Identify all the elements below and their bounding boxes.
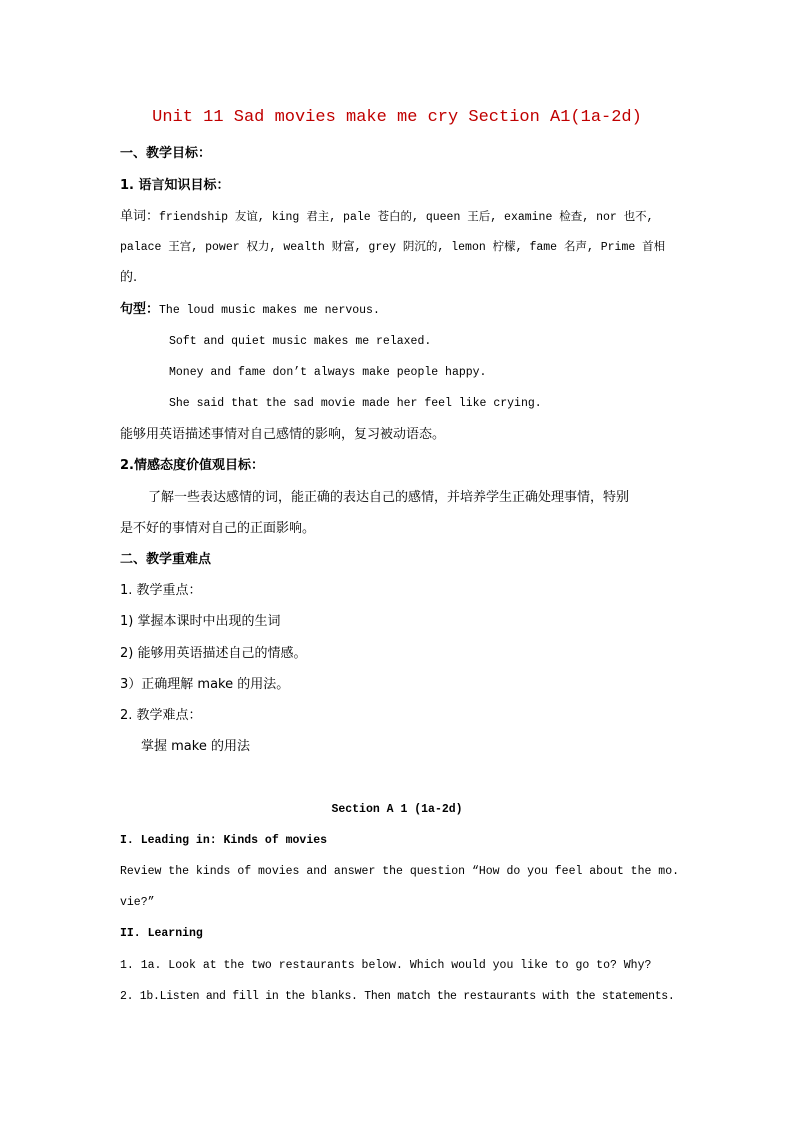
objectives-heading: 一、教学目标： <box>120 146 212 161</box>
section-title: Section A 1 (1a-2d) <box>331 803 463 816</box>
emotion-line-2: 是不好的事情对自己的正面影响。 <box>120 521 316 536</box>
learning-item-1: 1. 1a. Look at the two restaurants below. Which would you like to go to? Why? <box>120 959 652 972</box>
sentence-2: Soft and quiet music makes me relaxed. <box>169 335 432 348</box>
key-point-1: 1) 掌握本课时中出现的生词 <box>120 614 281 629</box>
sentence-1: The loud music makes me nervous. <box>159 304 380 317</box>
vocab-line-3: 的. <box>120 270 138 285</box>
sentences-label: 句型： <box>120 302 160 317</box>
key-points-heading: 1. 教学重点： <box>120 583 202 598</box>
vocab-line-2: palace 王宫, power 权力, wealth 财富, grey 阴沉的, lemon 柠檬, fame 名声, Prime 首相 <box>120 241 666 254</box>
difficult-point: 掌握 make 的用法 <box>141 739 250 754</box>
sentence-3: Money and fame don’t always make people happy. <box>169 366 487 379</box>
document-title: Unit 11 Sad movies make me cry Section A1(1a-2d) <box>152 108 642 127</box>
key-point-3: 3）正确理解 make 的用法。 <box>120 677 290 692</box>
vocab-line-1 <box>120 208 654 227</box>
learning-heading: II. Learning <box>120 927 203 940</box>
difficulty-heading: 二、教学重难点 <box>120 552 212 567</box>
ability-line: 能够用英语描述事情对自己感情的影响，复习被动语态。 <box>120 427 446 442</box>
difficult-heading: 2. 教学难点： <box>120 708 202 723</box>
sentence-line-1 <box>120 301 380 320</box>
knowledge-heading: 1. 语言知识目标： <box>120 178 230 193</box>
vocab-text-1: friendship 友谊, king 君主, pale 苍白的, queen 王后, examine 检查, nor 也不, <box>159 211 654 224</box>
key-point-2: 2) 能够用英语描述自己的情感。 <box>120 646 307 661</box>
emotion-heading: 2.情感态度价值观目标： <box>120 458 264 473</box>
review-line-2: vie?” <box>120 896 155 909</box>
sentence-4: She said that the sad movie made her feel like crying. <box>169 397 542 410</box>
review-line-1: Review the kinds of movies and answer the question “How do you feel about the mo. <box>120 865 679 878</box>
emotion-line-1: 了解一些表达感情的词，能正确的表达自己的感情，并培养学生正确处理事情，特别 <box>148 490 630 505</box>
leading-heading: I. Leading in: Kinds of movies <box>120 834 328 847</box>
vocab-label: 单词： <box>120 209 160 224</box>
learning-item-2: 2. 1b.Listen and fill in the blanks. Then match the restaurants with the statements. <box>120 990 675 1003</box>
